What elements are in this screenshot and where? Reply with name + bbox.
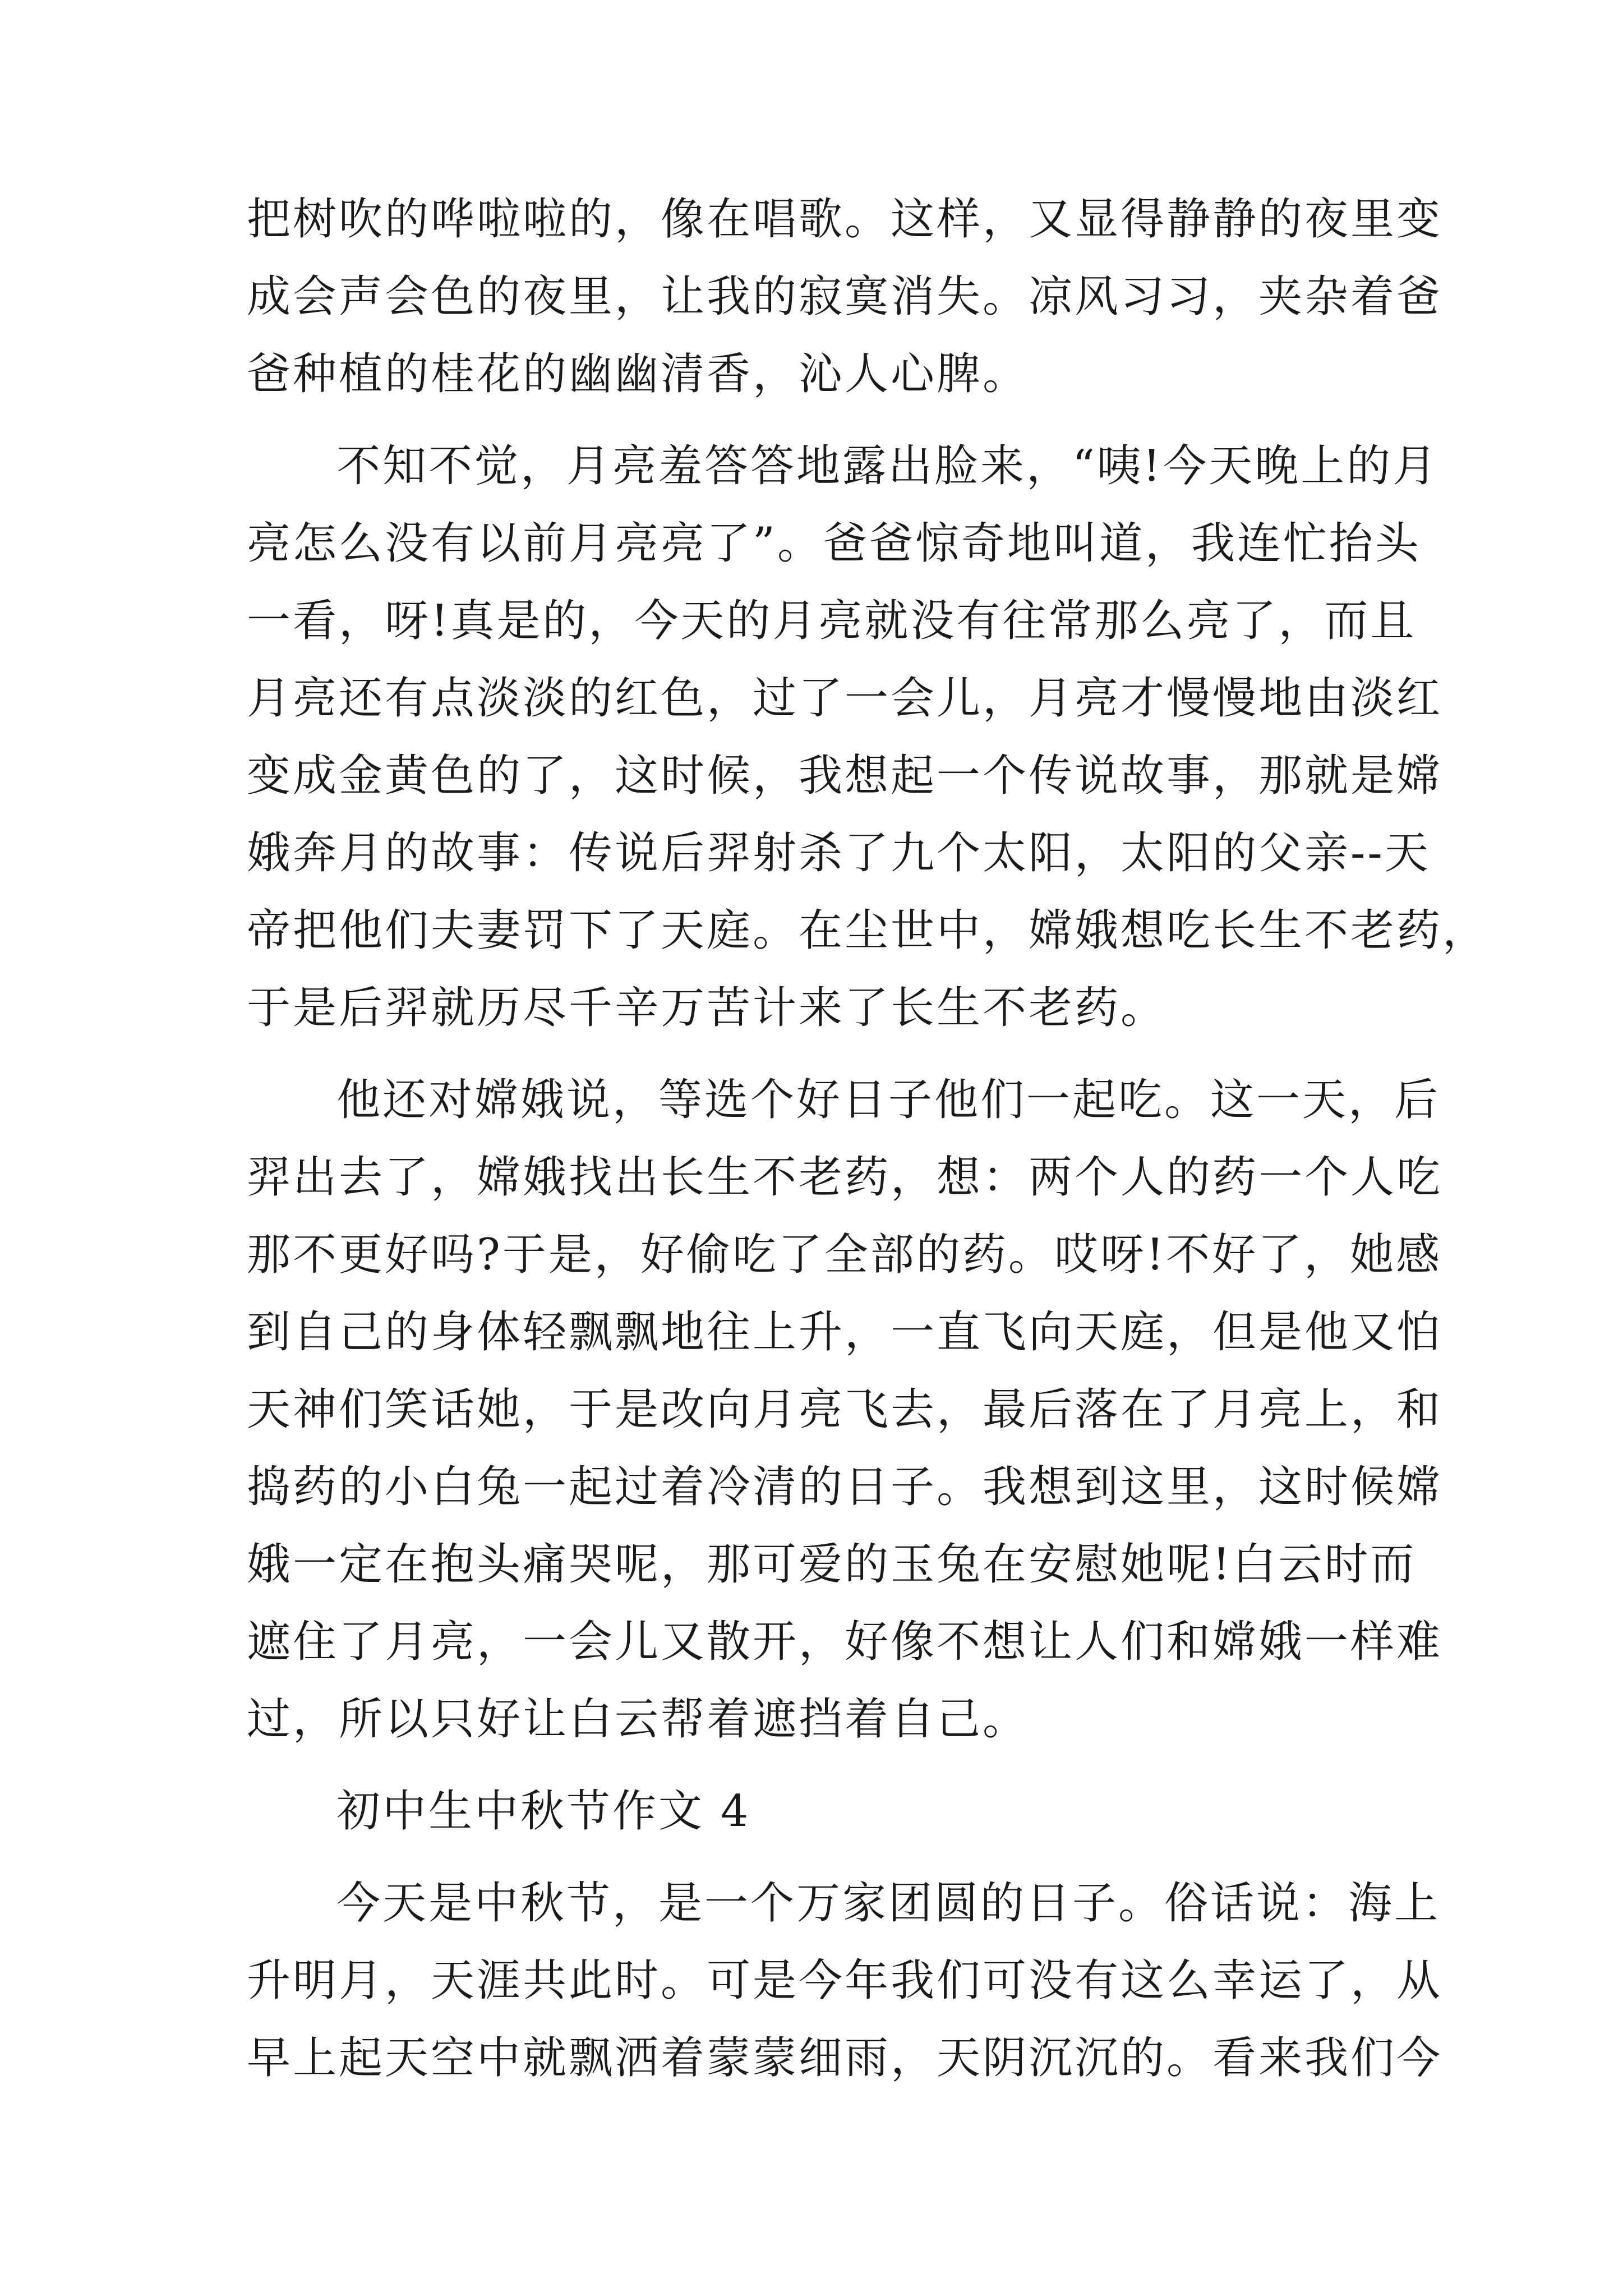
- text-line: 过，所以只好让白云帮着遮挡着自己。: [247, 1694, 1029, 1745]
- text-line: 不知不觉，月亮羞答答地露出脸来，“咦!今天晚上的月: [336, 441, 1439, 491]
- text-line: 早上起天空中就飘洒着蒙蒙细雨，天阴沉沉的。看来我们今: [247, 2033, 1443, 2083]
- text-line: 天神们笑话她，于是改向月亮飞去，最后落在了月亮上，和: [247, 1384, 1443, 1435]
- body-text: [247, 181, 1489, 2097]
- text-line: 把树吹的哗啦啦的，像在唱歌。这样，又显得静静的夜里变: [247, 194, 1443, 245]
- text-line: 今天是中秋节，是一个万家团圆的日子。俗话说：海上: [336, 1878, 1441, 1929]
- text-line: 羿出去了，嫦娥找出长生不老药，想：两个人的药一个人吃: [247, 1152, 1443, 1203]
- text-line: 帝把他们夫妻罚下了天庭。在尘世中，嫦娥想吃长生不老药，: [247, 905, 1489, 956]
- text-line: 爸种植的桂花的幽幽清香，沁人心脾。: [247, 349, 1029, 399]
- text-line: 娥一定在抱头痛哭呢，那可爱的玉兔在安慰她呢!白云时而: [247, 1539, 1417, 1590]
- text-line: 娥奔月的故事：传说后羿射杀了九个太阳，太阳的父亲--天: [247, 828, 1431, 878]
- text-line: 遮住了月亮，一会儿又散开，好像不想让人们和嫦娥一样难: [247, 1617, 1443, 1667]
- text-line: 月亮还有点淡淡的红色，过了一会儿，月亮才慢慢地由淡红: [247, 673, 1443, 724]
- section-heading: 初中生中秋节作文 4: [336, 1786, 751, 1837]
- text-line: 那不更好吗?于是，好偷吃了全部的药。哎呀!不好了，她感: [247, 1230, 1442, 1280]
- paragraph-gap: [247, 1047, 1388, 1061]
- text-line: 到自己的身体轻飘飘地往上升，一直飞向天庭，但是他又怕: [247, 1307, 1443, 1358]
- text-line: 变成金黄色的了，这时候，我想起一个传说故事，那就是嫦: [247, 751, 1443, 801]
- text-line: 他还对嫦娥说，等选个好日子他们一起吃。这一天，后: [336, 1075, 1441, 1125]
- text-line: 成会声会色的夜里，让我的寂寞消失。凉风习习，夹杂着爸: [247, 272, 1443, 322]
- text-line: 捣药的小白兔一起过着冷清的日子。我想到这里，这时候嫦: [247, 1462, 1443, 1512]
- paragraph-gap: [247, 413, 1388, 427]
- text-line: 升明月，天涯共此时。可是今年我们可没有这么幸运了，从: [247, 1955, 1443, 2006]
- paragraph-gap: [247, 1758, 1388, 1773]
- paragraph-gap: [247, 1850, 1388, 1865]
- text-line: 亮怎么没有以前月亮亮了”。爸爸惊奇地叫道，我连忙抬头: [247, 518, 1421, 569]
- text-line: 一看，呀!真是的，今天的月亮就没有往常那么亮了，而且: [247, 596, 1417, 646]
- text-line: 于是后羿就历尽千辛万苦计来了长生不老药。: [247, 983, 1167, 1033]
